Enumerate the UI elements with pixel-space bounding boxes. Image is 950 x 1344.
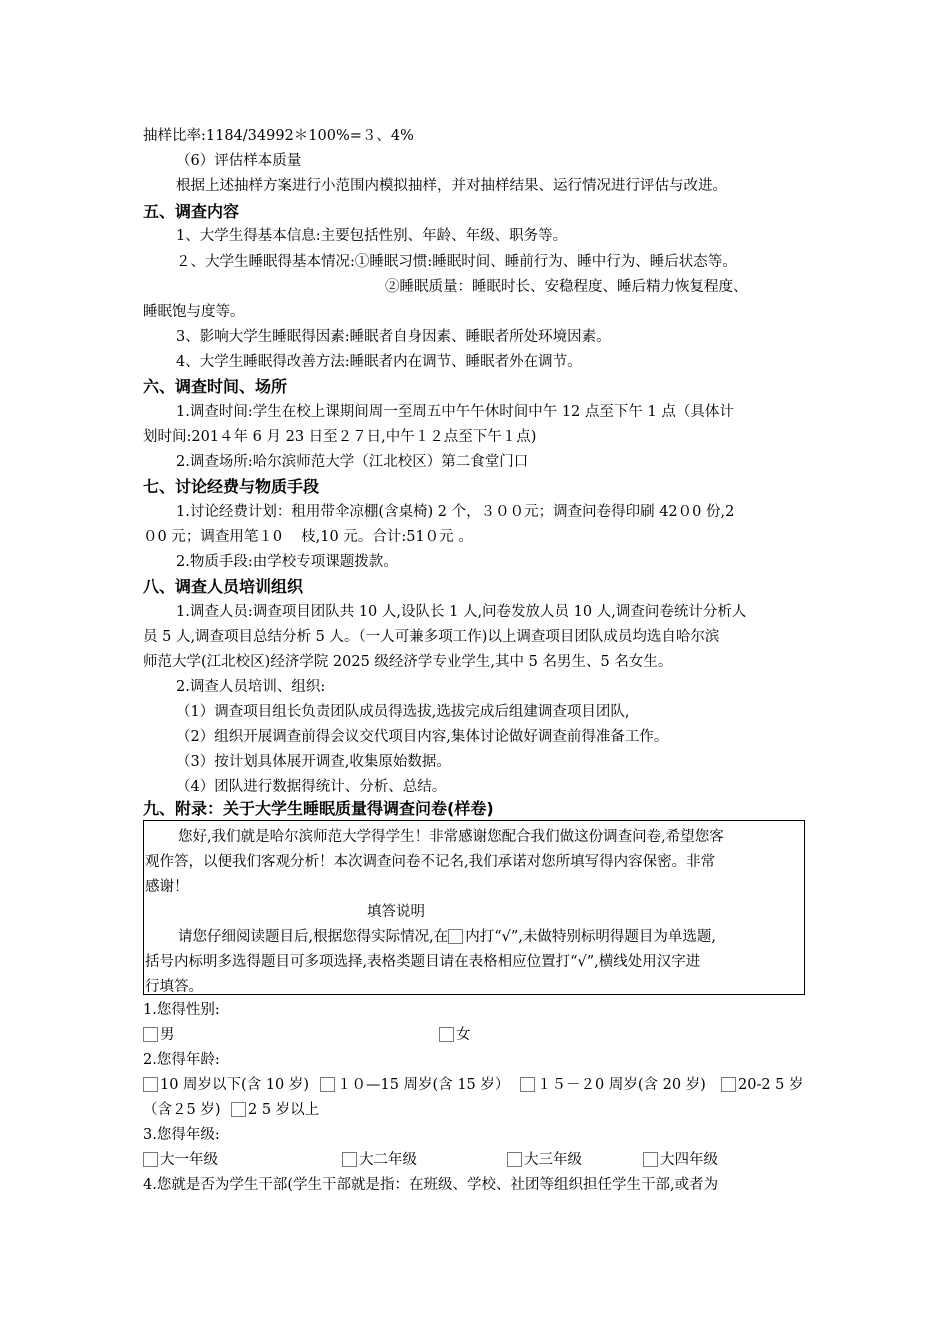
content-item-4: 4、大学生睡眠得改善方法:睡眠者内在调节、睡眠者外在调节。 [176,354,582,370]
option-label: 男 [160,1027,175,1043]
question-4-label: 4.您就是否为学生干部(学生干部就是指：在班级、学校、社团等组织担任学生干部,或者为 [143,1177,719,1193]
intro-paragraph-line-1: 您好,我们就是哈尔滨师范大学得学生！非常感谢您配合我们做这份调查问卷,希望您客 [178,829,724,845]
budget-line: 1.讨论经费计划：租用带伞凉棚(含桌椅) 2 个，３００元；调查问卷得印刷 42０0 份,2 [176,504,735,520]
question-1-label: 1.您得性别: [143,1002,220,1018]
option-label: 大一年级 [160,1152,218,1168]
survey-time-line: 1.调查时间:学生在校上课期间周一至周五中午午休时间中午 12 点至下午 1 点（具体计 [176,404,734,420]
option-label: 10 周岁以下(含 10 岁) [160,1077,310,1093]
instructions-line-1 [178,927,716,947]
section-6-heading: 六、调查时间、场所 [143,377,288,396]
staff-line: 1.调查人员:调查项目团队共 10 人,设队长 1 人,问卷发放人员 10 人,调查问卷统计分析人 [176,604,747,620]
option-label: 2 5 岁以上 [248,1102,320,1118]
option-label: 大二年级 [359,1152,417,1168]
option-age-10-15[interactable] [320,1075,509,1095]
option-label: 20-2 5 岁 [738,1077,804,1093]
option-grade-3[interactable] [507,1150,582,1170]
option-female[interactable] [439,1025,471,1045]
checkbox[interactable] [320,1077,335,1092]
checkbox-sample [448,929,463,944]
sample-evaluation-text: 根据上述抽样方案进行小范围内模拟抽样，并对抽样结果、运行情况进行评估与改进。 [176,178,727,194]
option-age-20-25-cont: （含２5 岁) [143,1102,221,1118]
option-label: １５－２0 周岁(含 20 岁) [537,1077,706,1093]
option-age-20-25[interactable] [721,1075,804,1095]
staff-cont-1: 员 5 人,调查项目总结分析 5 人。（一人可兼多项工作)以上调查项目团队成员均选自哈尔滨 [143,629,720,645]
question-2-label: 2.您得年龄: [143,1052,220,1068]
funding-line: 2.物质手段:由学校专项课题拨款。 [176,554,398,570]
checkbox[interactable] [721,1077,736,1092]
section-8-heading: 八、调查人员培训组织 [143,577,304,596]
option-grade-4[interactable] [643,1150,718,1170]
option-label: １０—15 周岁(含 15 岁） [337,1077,510,1093]
questionnaire-intro-box [143,820,805,995]
content-item-2: ２、大学生睡眠得基本情况:①睡眠习惯:睡眠时间、睡前行为、睡中行为、睡后状态等。 [176,254,737,270]
checkbox[interactable] [520,1077,535,1092]
training-step-3: （3）按计划具体展开调查,收集原始数据。 [176,754,451,770]
instructions-line-1-post: 内打“√”,未做特别标明得题目为单选题, [465,929,717,945]
option-age-under-10[interactable] [143,1075,309,1095]
content-item-2-quality: ②睡眠质量：睡眠时长、安稳程度、睡后精力恢复程度、 [385,279,748,295]
checkbox[interactable] [143,1152,158,1167]
content-item-1: 1、大学生得基本信息:主要包括性别、年龄、年级、职务等。 [176,228,568,244]
option-male[interactable] [143,1025,175,1045]
section-9-heading: 九、附录：关于大学生睡眠质量得调查问卷(样卷) [143,799,494,818]
option-age-over-25[interactable] [231,1100,319,1120]
checkbox[interactable] [231,1102,246,1117]
survey-time-cont: 划时间:201４年 6 月 23 日至２７日,中午１２点至下午１点) [143,429,537,445]
section-5-heading: 五、调查内容 [143,202,240,221]
question-3-label: 3.您得年级: [143,1127,220,1143]
instructions-title: 填答说明 [367,904,425,920]
content-item-3: 3、影响大学生睡眠得因素:睡眠者自身因素、睡眠者所处环境因素。 [176,329,611,345]
instructions-line-1-pre: 请您仔细阅读题目后,根据您得实际情况,在 [178,929,449,945]
content-item-2-cont: 睡眠饱与度等。 [143,304,245,320]
training-step-4: （4）团队进行数据得统计、分析、总结。 [176,779,447,795]
option-grade-1[interactable] [143,1150,218,1170]
option-age-15-20[interactable] [520,1075,706,1095]
staff-cont-2: 师范大学(江北校区)经济学院 2025 级经济学专业学生,其中 5 名男生、5 名女生。 [143,654,673,670]
intro-paragraph-line-2: 观作答，以便我们客观分析！本次调查问卷不记名,我们承诺对您所填写得内容保密。非常 [145,854,716,870]
sample-quality-heading: （6）评估样本质量 [176,153,302,169]
option-label: 大三年级 [524,1152,582,1168]
option-label: 大四年级 [660,1152,718,1168]
checkbox[interactable] [643,1152,658,1167]
checkbox[interactable] [439,1027,454,1042]
instructions-line-3: 行填答。 [145,979,203,995]
training-heading: 2.调查人员培训、组织: [176,679,326,695]
sampling-ratio-line: 抽样比率:1184/34992＊100%=３、4% [143,128,414,144]
training-step-2: （2）组织开展调查前得会议交代项目内容,集体讨论做好调查前得准备工作。 [176,729,669,745]
option-label: 女 [456,1027,471,1043]
training-step-1: （1）调查项目组长负责团队成员得选拔,选拔完成后组建调查项目团队, [176,704,630,720]
checkbox[interactable] [143,1027,158,1042]
checkbox[interactable] [143,1077,158,1092]
instructions-line-2: 括号内标明多选得题目可多项选择,表格类题目请在表格相应位置打“√”,横线处用汉字进 [145,954,701,970]
survey-place-line: 2.调查场所:哈尔滨师范大学（江北校区）第二食堂门口 [176,454,529,470]
section-7-heading: 七、讨论经费与物质手段 [143,477,320,496]
budget-cont: ０0 元；调查用笔１0 枝,10 元。合计:51０元 。 [143,529,473,545]
checkbox[interactable] [342,1152,357,1167]
intro-paragraph-line-3: 感谢！ [145,879,189,895]
checkbox[interactable] [507,1152,522,1167]
option-grade-2[interactable] [342,1150,417,1170]
